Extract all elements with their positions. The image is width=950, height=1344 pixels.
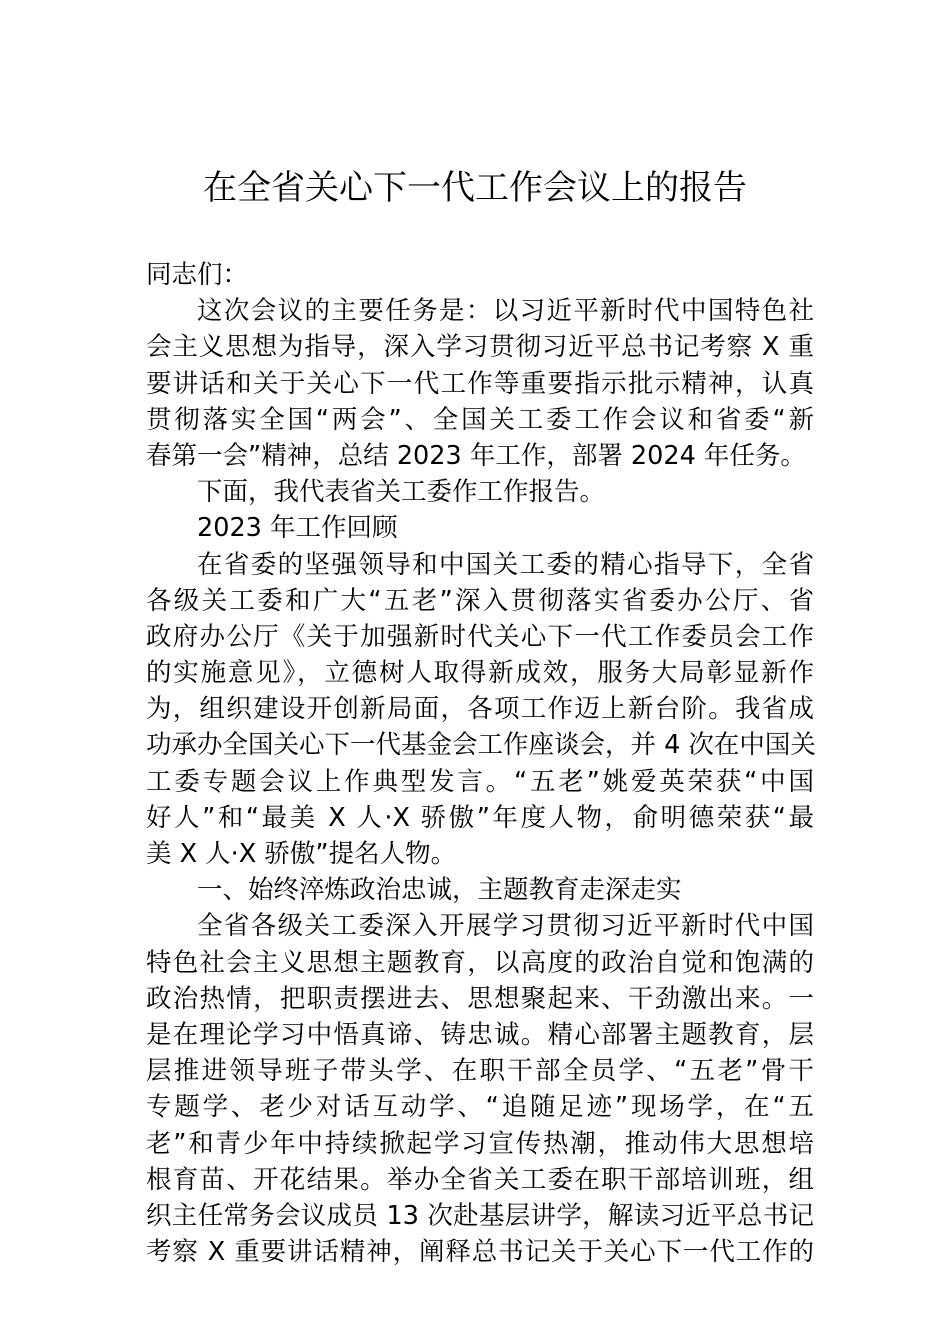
text-line: 贯彻落实全国“两会”、全国关工委工作会议和省委“新: [146, 404, 814, 435]
text-line: 政治热情，把职责摆进去、思想聚起来、干劲激出来。一: [146, 983, 814, 1014]
text-line: 根育苗、开花结果。举办全省关工委在职干部培训班，组: [146, 1164, 814, 1195]
text-line: 为，组织建设开创新局面，各项工作迈上新台阶。我省成: [146, 694, 814, 725]
text-line: 特色社会主义思想主题教育，以高度的政治自觉和饱满的: [146, 947, 814, 978]
document-title: 在全省关心下一代工作会议上的报告: [203, 168, 747, 208]
text-line: 美 X 人·X 骄傲”提名人物。: [146, 839, 457, 869]
text-line: 这次会议的主要任务是：以习近平新时代中国特色社: [197, 296, 814, 327]
document-body: [146, 257, 814, 1270]
text-line: 好人”和“最美 X 人·X 骄傲”年度人物，俞明德荣获“最: [146, 802, 814, 833]
text-line: 在省委的坚强领导和中国关工委的精心指导下，全省: [197, 549, 814, 580]
text-line: 专题学、老少对话互动学、“追随足迹”现场学，在“五: [146, 1092, 814, 1123]
text-line: 2023 年工作回顾: [197, 513, 398, 544]
text-line: 全省各级关工委深入开展学习贯彻习近平新时代中国: [197, 911, 814, 942]
text-line: 是在理论学习中悟真谛、铸忠诚。精心部署主题教育，层: [146, 1019, 814, 1050]
text-line: 功承办全国关心下一代基金会工作座谈会，并 4 次在中国关: [146, 730, 816, 761]
text-line: 政府办公厅《关于加强新时代关心下一代工作委员会工作: [146, 621, 814, 652]
text-line: 同志们：: [146, 260, 249, 290]
text-line: 一、始终淬炼政治忠诚，主题教育走深走实: [197, 875, 682, 906]
text-line: 的实施意见》，立德树人取得新成效，服务大局彰显新作: [146, 658, 814, 689]
text-line: 春第一会”精神，总结 2023 年工作，部署 2024 年任务。: [146, 440, 806, 471]
text-line: 工委专题会议上作典型发言。“五老”姚爱英荣获“中国: [146, 766, 814, 797]
text-line: 考察 X 重要讲话精神，阐释总书记关于关心下一代工作的: [146, 1237, 814, 1268]
text-line: 会主义思想为指导，深入学习贯彻习近平总书记考察 X 重: [146, 332, 814, 363]
text-line: 织主任常务会议成员 13 次赴基层讲学，解读习近平总书记: [146, 1200, 814, 1231]
text-line: 各级关工委和广大“五老”深入贯彻落实省委办公厅、省: [146, 585, 814, 616]
text-line: 下面，我代表省关工委作工作报告。: [197, 477, 606, 508]
text-line: 要讲话和关于关心下一代工作等重要指示批示精神，认真: [146, 368, 814, 399]
text-line: 层推进领导班子带头学、在职干部全员学、“五老”骨干: [146, 1056, 814, 1087]
text-line: 老”和青少年中持续掀起学习宣传热潮，推动伟大思想培: [146, 1128, 814, 1159]
